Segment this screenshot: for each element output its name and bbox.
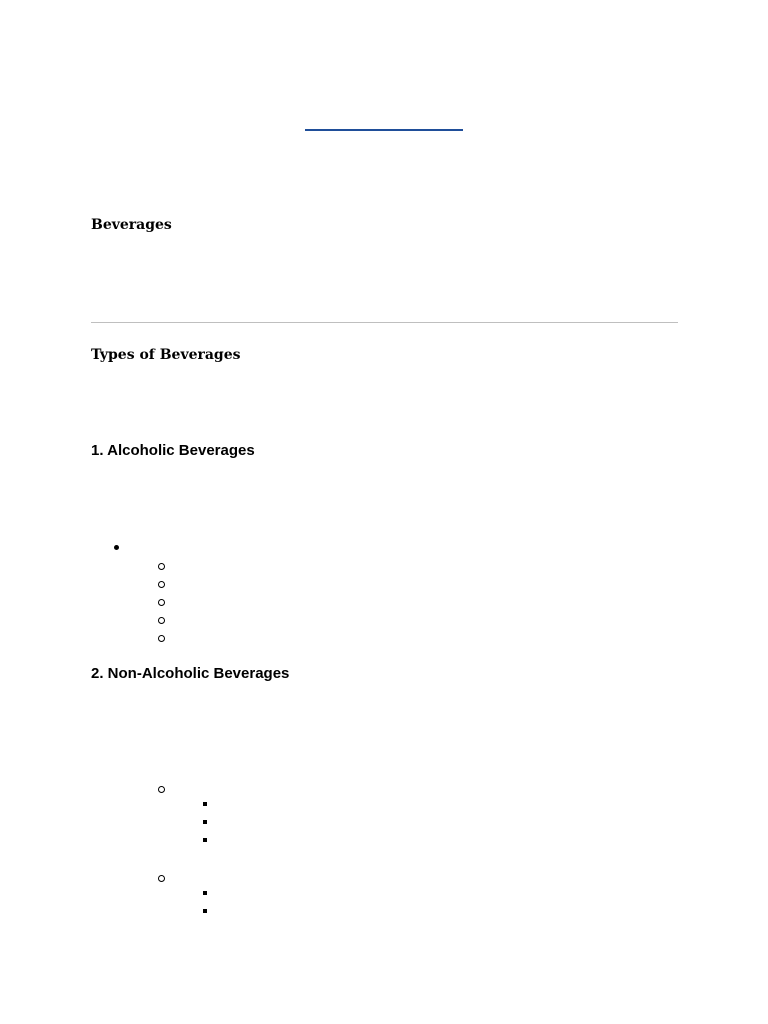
alcoholic-heading: 1. Alcoholic Beverages	[91, 442, 255, 459]
non-alcoholic-heading: 2. Non-Alcoholic Beverages	[91, 665, 290, 682]
list-bullet-circle	[158, 599, 165, 606]
list-bullet-circle	[158, 581, 165, 588]
horizontal-rule	[91, 322, 678, 323]
list-bullet-square	[203, 802, 207, 806]
section-heading: Types of Beverages	[91, 347, 241, 363]
list-bullet-circle	[158, 635, 165, 642]
list-bullet-circle	[158, 563, 165, 570]
list-bullet-circle	[158, 875, 165, 882]
list-bullet-circle	[158, 617, 165, 624]
list-bullet-circle	[158, 786, 165, 793]
list-bullet-square	[203, 891, 207, 895]
list-bullet-square	[203, 820, 207, 824]
list-bullet-square	[203, 838, 207, 842]
list-bullet-disc	[114, 545, 119, 550]
document-title: Beverages	[91, 217, 172, 233]
link-underline[interactable]	[305, 129, 463, 131]
list-bullet-square	[203, 909, 207, 913]
